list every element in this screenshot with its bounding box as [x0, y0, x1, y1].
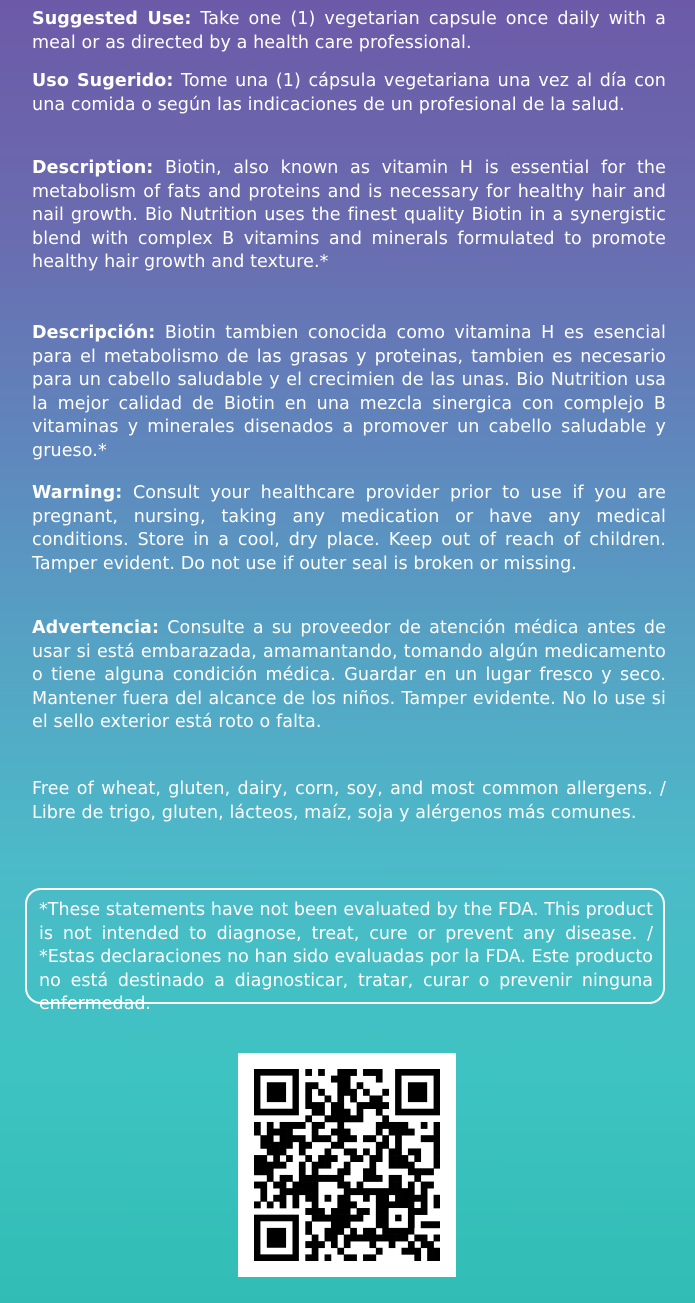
uso-sugerido-text: Tome una (1) cápsula vegetariana una vez al día con una comida o según las indicaciones de un profesional de la salud. — [32, 71, 666, 115]
suggested-use-paragraph — [32, 8, 666, 55]
description-paragraph — [32, 157, 666, 275]
descripcion-text: Biotin tambien conocida como vitamina H es esencial para el metabolismo de las grasas y proteinas, tambien es necesario para un cabello saludable y el crecimien de las unas. Bio Nutrition usa la mejor calidad de Biotin en una mezcla sinergica con complejo B vitaminas y minerales disenados a promover un cabello saludable y grueso.* — [32, 323, 666, 461]
warning-paragraph — [32, 482, 666, 576]
descripcion-label: Descripción: — [32, 323, 156, 343]
qr-code-icon — [254, 1069, 440, 1261]
advertencia-paragraph — [32, 617, 666, 735]
descripcion-paragraph — [32, 322, 666, 463]
advertencia-text: Consulte a su proveedor de atención médica antes de usar si está embarazada, amamantando, tomando algún medicamento o tiene alguna condición médica. Guardar en un lugar fresco y seco. Mantener fuera del alcance de los niños. Tamper evidente. No lo use si el sello exterior está roto o falta. — [32, 618, 666, 732]
suggested-use-text: Take one (1) vegetarian capsule once daily with a meal or as directed by a health care professional. — [32, 9, 666, 53]
description-label: Description: — [32, 158, 154, 178]
uso-sugerido-label: Uso Sugerido: — [32, 71, 174, 91]
uso-sugerido-paragraph — [32, 70, 666, 117]
description-text: Biotin, also known as vitamin H is essential for the metabolism of fats and proteins and is necessary for healthy hair and nail growth. Bio Nutrition uses the finest quality Biotin in a synergistic blend with complex B vitamins and minerals formulated to promote healthy hair growth and texture.* — [32, 158, 666, 272]
fda-disclaimer-text: *These statements have not been evaluated by the FDA. This product is not intended to diagnose, treat, cure or prevent any disease. / *Estas declaraciones no han sido evaluadas por la FDA. Este producto no está destinado a diagnosticar, tratar, curar o prevenir ninguna enfermedad. — [39, 900, 653, 1014]
advertencia-label: Advertencia: — [32, 618, 160, 638]
allergens-paragraph: Free of wheat, gluten, dairy, corn, soy, and most common allergens. / Libre de trigo, gluten, lácteos, maíz, soja y alérgenos más comunes. — [32, 779, 666, 823]
qr-code-panel[interactable] — [238, 1053, 456, 1277]
warning-text: Consult your healthcare provider prior to use if you are pregnant, nursing, taking any medication or have any medical conditions. Store in a cool, dry place. Keep out of reach of children. Tamper evident. Do not use if outer seal is broken or missing. — [32, 483, 666, 574]
suggested-use-label: Suggested Use: — [32, 9, 192, 29]
warning-label: Warning: — [32, 483, 123, 503]
fda-disclaimer-box — [25, 888, 665, 1014]
